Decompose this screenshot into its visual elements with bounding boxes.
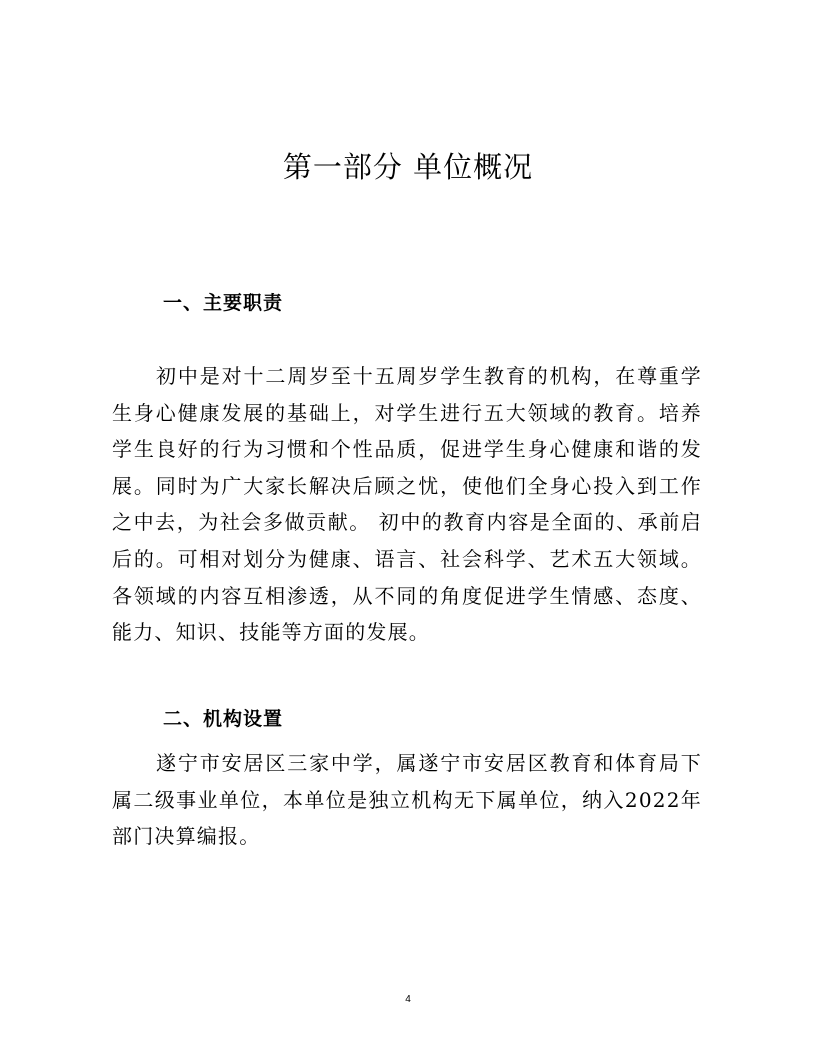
- page-title: 第一部分 单位概况: [282, 150, 534, 184]
- paragraph-main-duties: 初中是对十二周岁至十五周岁学生教育的机构，在尊重学生身心健康发展的基础上，对学生进行五大领域的教育。培养学生良好的行为习惯和个性品质，促进学生身心健康和谐的发展。同时为广大家长解决后顾之忧，使他们全身心投入到工作之中去，为社会多做贡献。 初中的教育内容是全面的、承前启后的。可相对划分为健康、语言、社会科学、艺术五大领域。各领域的内容互相渗透，从不同的角度促进学生情感、态度、能力、知识、技能等方面的发展。: [112, 364, 702, 645]
- page-number: 4: [405, 994, 411, 1005]
- paragraph-organization: 遂宁市安居区三家中学，属遂宁市安居区教育和体育局下属二级事业单位，本单位是独立机构无下属单位，纳入2022年部门决算编报。: [112, 751, 702, 849]
- section-heading-organization: 二、机构设置: [163, 708, 284, 730]
- section-heading-main-duties: 一、主要职责: [163, 292, 284, 314]
